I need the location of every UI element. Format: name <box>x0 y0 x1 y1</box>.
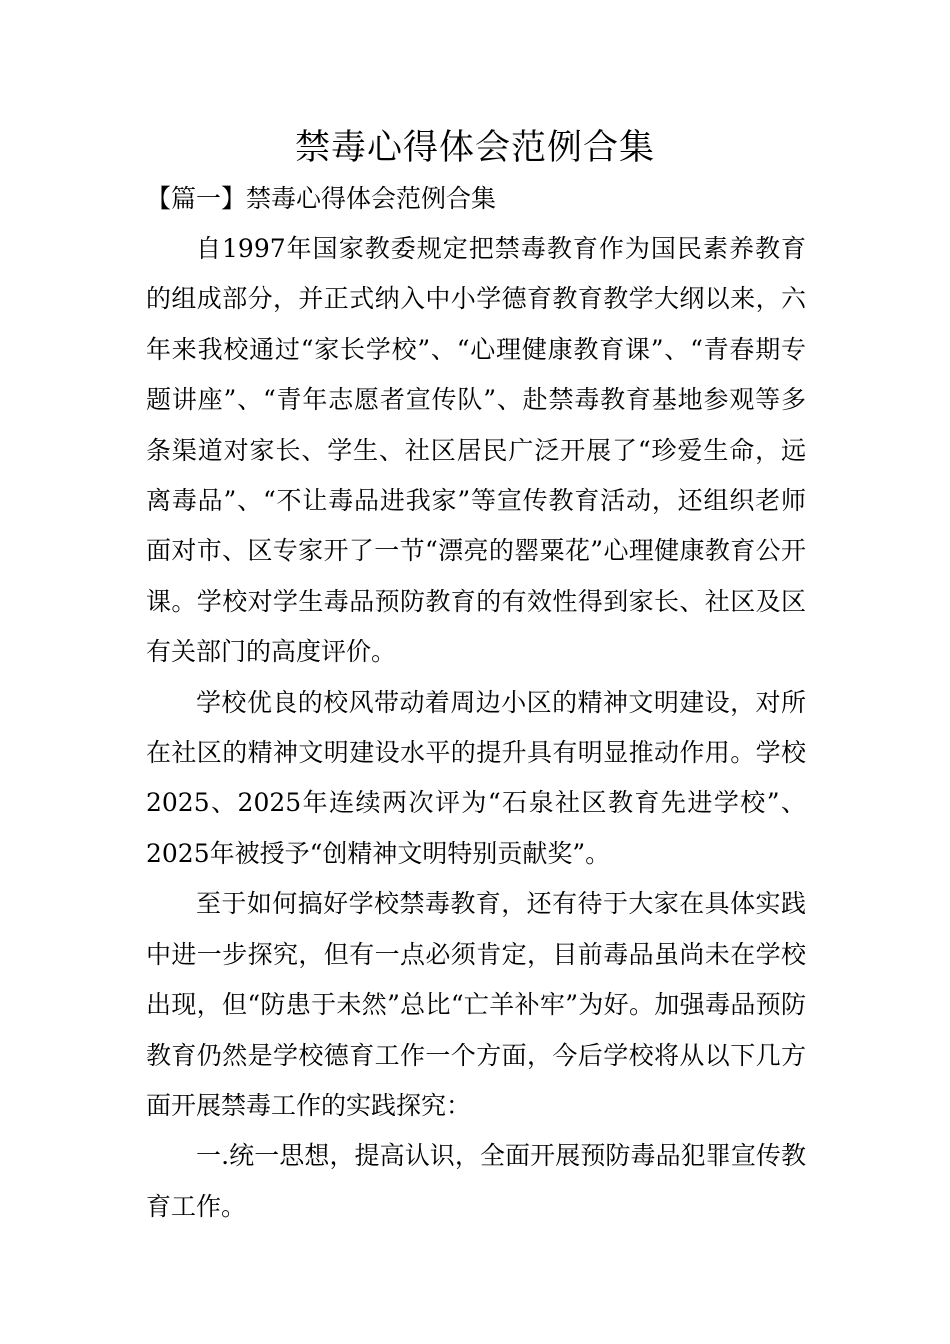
document-body <box>146 224 806 1232</box>
paragraph: 一.统一思想，提高认识，全面开展预防毒品犯罪宣传教育工作。 <box>146 1141 806 1221</box>
section-heading: 【篇一】禁毒心得体会范例合集 <box>146 184 497 213</box>
paragraph: 至于如何搞好学校禁毒教育，还有待于大家在具体实践中进一步探究，但有一点必须肯定，目前毒品虽尚未在学校出现，但“防患于未然”总比“亡羊补牢”为好。加强毒品预防教育仍然是学校德育工作一个方面，今后学校将从以下几方面开展禁毒工作的实践探究： <box>146 889 806 1120</box>
paragraph: 自1997年国家教委规定把禁毒教育作为国民素养教育的组成部分，并正式纳入中小学德育教育教学大纲以来，六年来我校通过“家长学校”、“心理健康教育课”、“青春期专题讲座”、“青年志愿者宣传队”、赴禁毒教育基地参观等多条渠道对家长、学生、社区居民广泛开展了“珍爱生命，远离毒品”、“不让毒品进我家”等宣传教育活动，还组织老师面对市、区专家开了一节“漂亮的罂粟花”心理健康教育公开课。学校对学生毒品预防教育的有效性得到家长、社区及区有关部门的高度评价。 <box>146 234 806 667</box>
paragraph: 学校优良的校风带动着周边小区的精神文明建设，对所在社区的精神文明建设水平的提升具有明显推动作用。学校2025、2025年连续两次评为“石泉社区教育先进学校”、2025年被授予“创精神文明特别贡献奖”。 <box>146 687 806 868</box>
document-title: 禁毒心得体会范例合集 <box>294 128 655 168</box>
